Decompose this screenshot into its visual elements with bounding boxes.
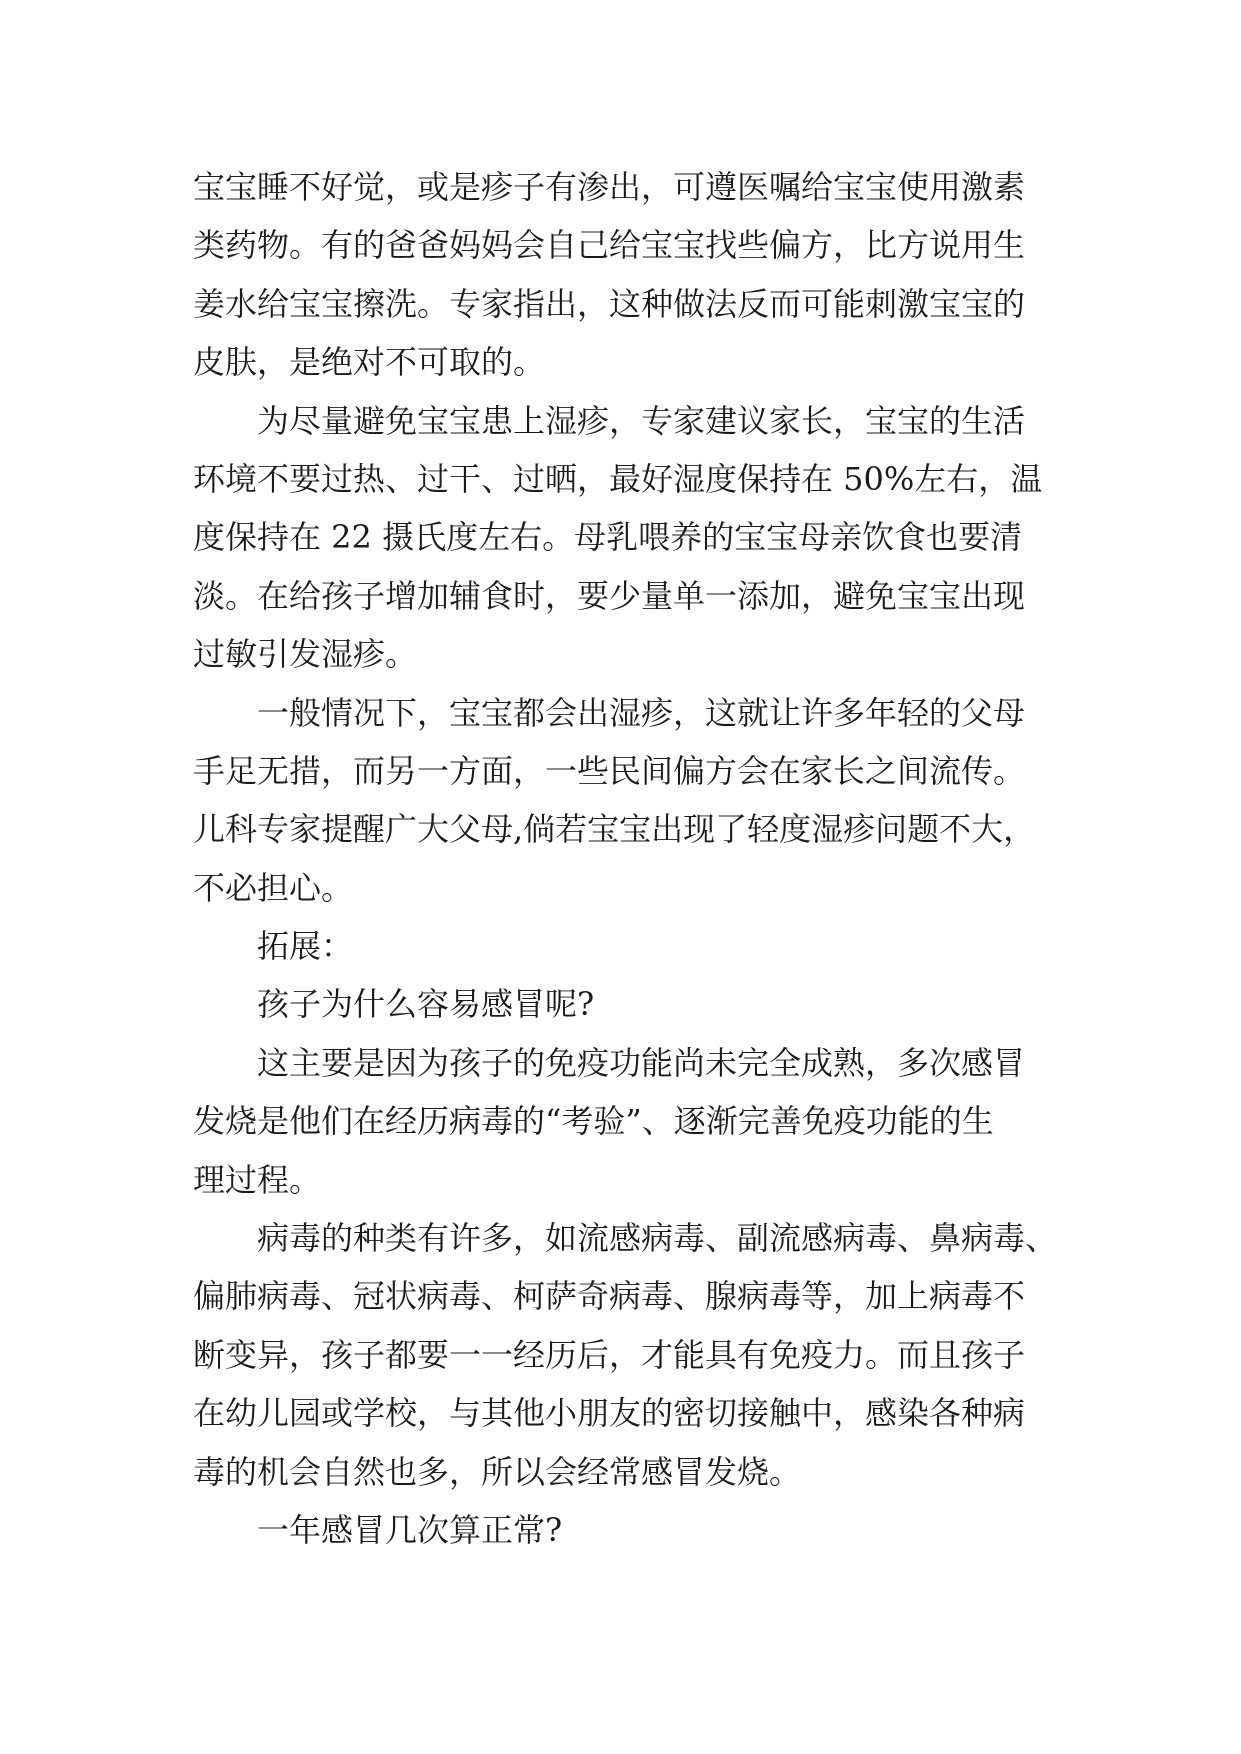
text-line: 宝宝睡不好觉，或是疹子有渗出，可遵医嘱给宝宝使用激素 [193, 168, 1026, 206]
text-line: 皮肤，是绝对不可取的。 [193, 343, 546, 382]
paragraph-first-line: 为尽量避免宝宝患上湿疹，专家建议家长，宝宝的生活 [257, 401, 1026, 440]
text-line: 儿科专家提醒广大父母,倘若宝宝出现了轻度湿疹问题不大， [193, 810, 1036, 849]
text-line: 环境不要过热、过干、过晒，最好湿度保持在 50%左右，温 [193, 459, 1043, 498]
paragraph-first-line: 病毒的种类有许多，如流感病毒、副流感病毒、鼻病毒、 [257, 1219, 1058, 1258]
text-line: 发烧是他们在经历病毒的“考验”、逐渐完善免疫功能的生 [193, 1102, 994, 1141]
text-line: 理过程。 [193, 1160, 322, 1199]
text-line: 过敏引发湿疹。 [193, 635, 418, 674]
text-line: 淡。在给孩子增加辅食时，要少量单一添加，避免宝宝出现 [193, 576, 1026, 615]
question-heading: 孩子为什么容易感冒呢? [257, 985, 595, 1024]
document-body [193, 158, 1073, 1559]
text-line: 姜水给宝宝擦洗。专家指出，这种做法反而可能刺激宝宝的 [193, 284, 1026, 323]
section-heading: 拓展： [257, 927, 354, 966]
text-line: 不必担心。 [193, 868, 354, 907]
paragraph-first-line: 这主要是因为孩子的免疫功能尚未完全成熟，多次感冒 [257, 1043, 1026, 1082]
text-line: 断变异，孩子都要一一经历后，才能具有免疫力。而且孩子 [193, 1335, 1026, 1374]
text-line: 度保持在 22 摄氏度左右。母乳喂养的宝宝母亲饮食也要清 [193, 518, 1023, 557]
text-line: 手足无措，而另一方面，一些民间偏方会在家长之间流传。 [193, 751, 1026, 790]
text-line: 类药物。有的爸爸妈妈会自己给宝宝找些偏方，比方说用生 [193, 226, 1026, 265]
text-line: 在幼儿园或学校，与其他小朋友的密切接触中，感染各种病 [193, 1394, 1026, 1433]
text-line: 毒的机会自然也多，所以会经常感冒发烧。 [193, 1452, 802, 1491]
question-heading: 一年感冒几次算正常? [257, 1510, 563, 1549]
paragraph-first-line: 一般情况下，宝宝都会出湿疹，这就让许多年轻的父母 [257, 693, 1026, 732]
text-line: 偏肺病毒、冠状病毒、柯萨奇病毒、腺病毒等，加上病毒不 [193, 1277, 1026, 1316]
